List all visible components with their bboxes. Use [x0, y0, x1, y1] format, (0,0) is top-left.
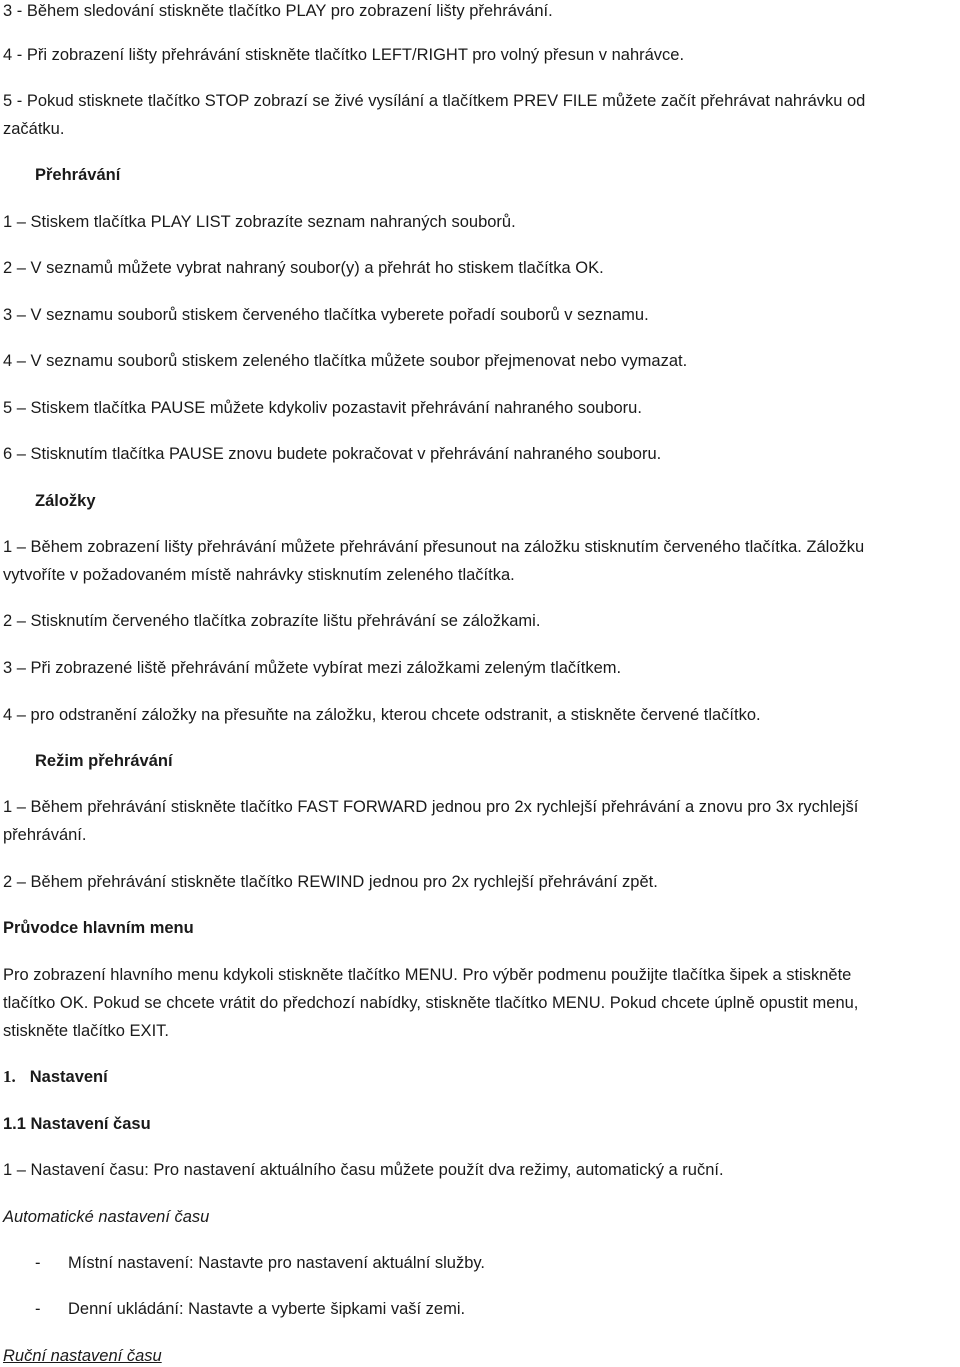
prehravani-item-1: 1 – Stiskem tlačítka PLAY LIST zobrazíte seznam nahraných souborů. — [3, 213, 516, 231]
heading-nastaveni — [3, 1066, 108, 1088]
zalozky-item-2: 2 – Stisknutím červeného tlačítka zobrazíte lištu přehrávání se záložkami. — [3, 612, 541, 630]
bullet-marker: - — [35, 1300, 41, 1318]
zalozky-item-1-line1: 1 – Během zobrazení lišty přehrávání můžete přehrávání přesunout na záložku stisknutím červeného tlačítka. Záložku — [3, 538, 865, 556]
pruvodce-line-1: Pro zobrazení hlavního menu kdykoli stiskněte tlačítko MENU. Pro výběr podmenu použijte tlačítka šipek a stiskněte — [3, 966, 852, 984]
paragraph-step5-line2: začátku. — [3, 120, 65, 138]
prehravani-item-6: 6 – Stisknutím tlačítka PAUSE znovu budete pokračovat v přehrávání nahraného souboru. — [3, 445, 662, 463]
rezim-item-1-line1: 1 – Během přehrávání stiskněte tlačítko FAST FORWARD jednou pro 2x rychlejší přehrávání a znovu pro 3x rychlejší — [3, 798, 859, 816]
zalozky-item-4: 4 – pro odstranění záložky na přesuňte na záložku, kterou chcete odstranit, a stiskněte červené tlačítko. — [3, 706, 761, 724]
heading-rucni-nastaveni: Ruční nastavení času — [3, 1347, 162, 1365]
bullet-mistni-nastaveni: Místní nastavení: Nastavte pro nastavení aktuální služby. — [68, 1254, 485, 1272]
heading-prehravani: Přehrávání — [35, 166, 121, 184]
heading-nastaveni-casu: 1.1 Nastavení času — [3, 1115, 151, 1133]
paragraph-step4: 4 - Při zobrazení lišty přehrávání stiskněte tlačítko LEFT/RIGHT pro volný přesun v nahrávce. — [3, 46, 685, 64]
prehravani-item-3: 3 – V seznamu souborů stiskem červeného tlačítka vyberete pořadí souborů v seznamu. — [3, 306, 649, 324]
rezim-item-1-line2: přehrávání. — [3, 826, 87, 844]
pruvodce-line-2: tlačítko OK. Pokud se chcete vrátit do předchozí nabídky, stiskněte tlačítko MENU. Pokud chcete úplně opustit menu, — [3, 994, 859, 1012]
bullet-denni-ukladani: Denní ukládání: Nastavte a vyberte šipkami vaší zemi. — [68, 1300, 466, 1318]
section-title: Nastavení — [29, 1068, 108, 1086]
heading-pruvodce-menu: Průvodce hlavním menu — [3, 919, 194, 937]
bullet-marker: - — [35, 1254, 41, 1272]
pruvodce-line-3: stiskněte tlačítko EXIT. — [3, 1022, 169, 1040]
prehravani-item-5: 5 – Stiskem tlačítka PAUSE můžete kdykoliv pozastavit přehrávání nahraného souboru. — [3, 399, 642, 417]
nastaveni-item-1: 1 – Nastavení času: Pro nastavení aktuálního času můžete použít dva režimy, automatický a ruční. — [3, 1161, 724, 1179]
paragraph-step5-line1: 5 - Pokud stisknete tlačítko STOP zobrazí se živé vysílání a tlačítkem PREV FILE můžete začít přehrávat nahrávku od — [3, 92, 866, 110]
heading-automaticke-nastaveni: Automatické nastavení času — [3, 1208, 210, 1226]
heading-rezim-prehravani: Režim přehrávání — [35, 752, 173, 770]
zalozky-item-3: 3 – Při zobrazené liště přehrávání můžete vybírat mezi záložkami zeleným tlačítkem. — [3, 659, 622, 677]
section-number: 1. — [3, 1067, 16, 1086]
prehravani-item-4: 4 – V seznamu souborů stiskem zeleného tlačítka můžete soubor přejmenovat nebo vymazat. — [3, 352, 688, 370]
zalozky-item-1-line2: vytvoříte v požadovaném místě nahrávky stisknutím zeleného tlačítka. — [3, 566, 515, 584]
paragraph-step3: 3 - Během sledování stiskněte tlačítko PLAY pro zobrazení lišty přehrávání. — [3, 2, 553, 20]
prehravani-item-2: 2 – V seznamů můžete vybrat nahraný soubor(y) a přehrát ho stiskem tlačítka OK. — [3, 259, 604, 277]
heading-zalozky: Záložky — [35, 492, 96, 510]
rezim-item-2: 2 – Během přehrávání stiskněte tlačítko REWIND jednou pro 2x rychlejší přehrávání zpět. — [3, 873, 658, 891]
